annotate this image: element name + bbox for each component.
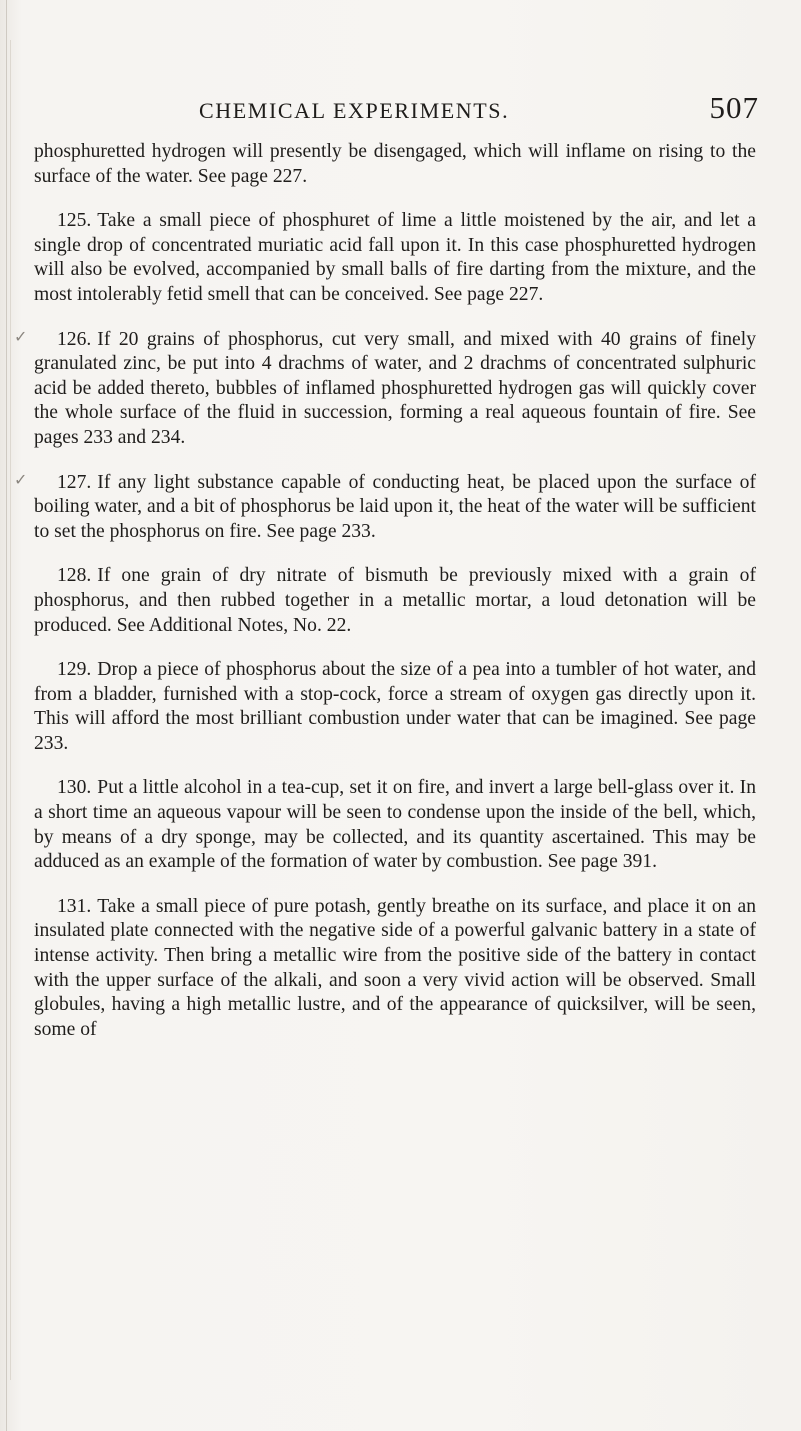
paragraph-125 bbox=[34, 209, 756, 307]
paragraph-number: 129. bbox=[57, 659, 92, 681]
paragraph-129 bbox=[34, 658, 756, 756]
paragraph-126 bbox=[34, 328, 756, 451]
page-header bbox=[199, 90, 759, 130]
paragraph-text: Take a small piece of pure potash, gently breathe on its surface, and place it on an insulated plate connected with the negative side of a powerful galvanic battery in a state of intense activity. Then bring a metallic wire from the positive side of the battery in contact with the upper surface of the alkali, and soon a very vivid action will be observed. Small globules, having a high metallic lustre, and of the appearance of quicksilver, will be seen, some of bbox=[34, 895, 756, 1040]
paragraph-number: 125. bbox=[57, 210, 92, 232]
paragraph-128 bbox=[34, 564, 756, 638]
paragraph-continuation bbox=[34, 140, 756, 189]
paragraph-text: If any light substance capable of conducting heat, be placed upon the surface of boiling water, and a bit of phosphorus be laid upon it, the heat of the water will be sufficient to set the phosphorus on fire. See page 233. bbox=[34, 471, 756, 542]
margin-tick-mark: ✓ bbox=[14, 329, 28, 346]
running-head: CHEMICAL EXPERIMENTS. bbox=[199, 98, 510, 123]
paragraph-text: Drop a piece of phosphorus about the size of a pea into a tumbler of hot water, and from a bladder, furnished with a stop-cock, force a stream of oxygen gas directly upon it. This will afford the most brilliant combustion under water that can be imagined. See page 233. bbox=[34, 659, 756, 754]
paragraph-130 bbox=[34, 776, 756, 874]
paragraph-number: 126. bbox=[57, 328, 92, 350]
gutter-edge bbox=[6, 0, 7, 1431]
margin-tick-mark: ✓ bbox=[14, 472, 28, 489]
paragraph-number: 130. bbox=[57, 777, 92, 799]
paragraph-number: 131. bbox=[57, 895, 92, 917]
page-number: 507 bbox=[709, 90, 759, 125]
paragraph-text: Take a small piece of phosphuret of lime a little moistened by the air, and let a single drop of concentrated muriatic acid fall upon it. In this case phosphuretted hydrogen will also be evolved, accompanied by small balls of fire darting from the mixture, and the most intolerably fetid smell that can be conceived. See page 227. bbox=[34, 210, 756, 305]
paragraph-text: If one grain of dry nitrate of bismuth be previously mixed with a grain of phosphorus, and then rubbed together in a metallic mortar, a loud detonation will be produced. See Additional Notes, No. 22. bbox=[34, 565, 756, 636]
paragraph-127 bbox=[34, 471, 756, 545]
paragraph-number: 127. bbox=[57, 471, 92, 493]
body-text bbox=[34, 140, 756, 1062]
paragraph-text: Put a little alcohol in a tea-cup, set it on fire, and invert a large bell-glass over it. In a short time an aqueous vapour will be seen to condense upon the inside of the bell, which, by means of a dry sponge, may be collected, and its quantity ascertained. This may be adduced as an example of the formation of water by combustion. See page 391. bbox=[34, 777, 756, 873]
paragraph-131 bbox=[34, 895, 756, 1043]
paragraph-number: 128. bbox=[57, 565, 92, 587]
gutter-shadow bbox=[10, 40, 11, 1380]
paragraph-text: If 20 grains of phosphorus, cut very small, and mixed with 40 grains of finely granulated zinc, be put into 4 drachms of water, and 2 drachms of concentrated sulphuric acid be added thereto, bubbles of inflamed phosphuretted hydrogen gas will quickly cover the whole surface of the fluid in succession, forming a real aqueous fountain of fire. See pages 233 and 234. bbox=[34, 328, 756, 448]
paragraph-text: phosphuretted hydrogen will presently be disengaged, which will inflame on rising to the surface of the water. See page 227. bbox=[34, 141, 756, 187]
